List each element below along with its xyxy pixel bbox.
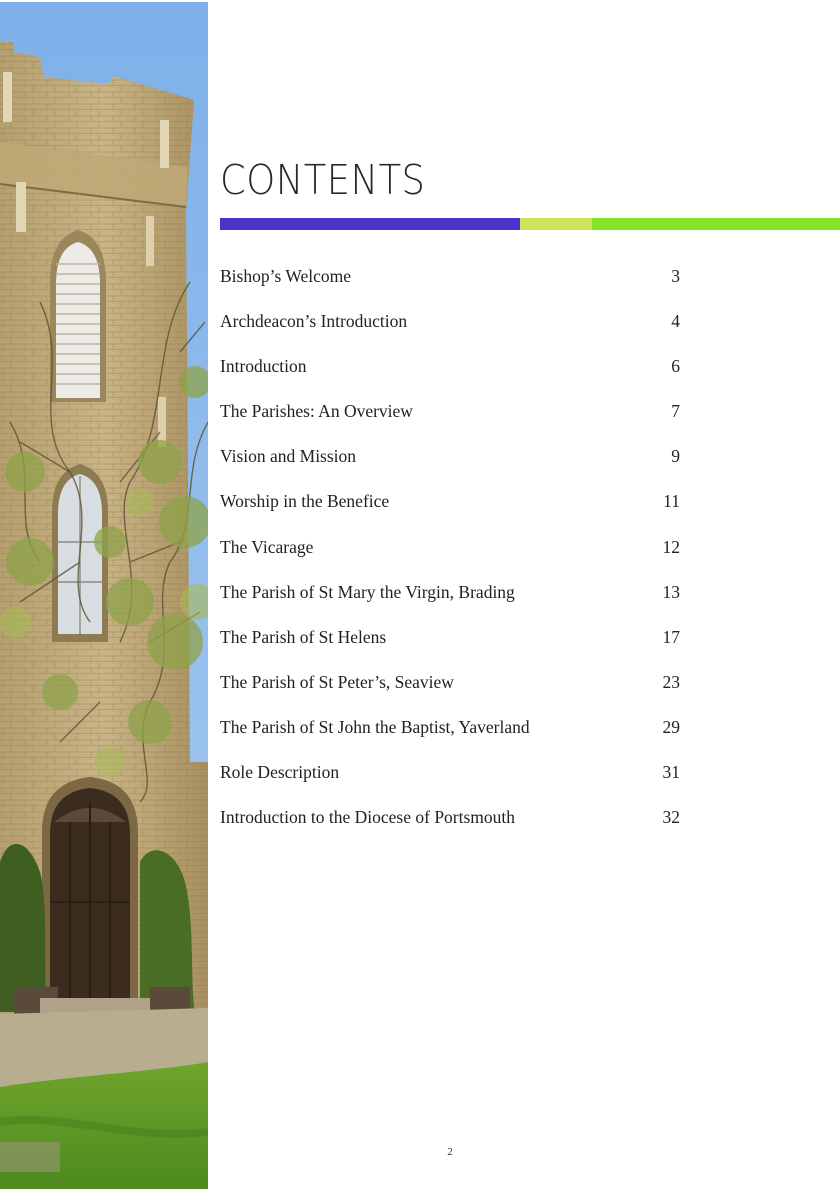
toc-entry-page: 29 (662, 716, 680, 737)
toc-entry-page: 6 (671, 356, 680, 377)
toc-entry[interactable] (220, 533, 680, 578)
toc-entry[interactable] (220, 397, 680, 442)
toc-entry[interactable] (220, 442, 680, 487)
toc-entry-page: 11 (663, 491, 680, 512)
accent-bar-purple (220, 218, 520, 230)
table-of-contents (220, 262, 680, 848)
toc-entry[interactable] (220, 487, 680, 532)
accent-bar-light-green (520, 218, 592, 230)
toc-entry-title: Vision and Mission (220, 446, 357, 467)
toc-entry-page: 9 (671, 446, 680, 467)
toc-entry-page: 7 (671, 401, 680, 422)
toc-entry-page: 32 (662, 807, 680, 828)
contents-heading: CONTENTS (220, 156, 426, 204)
toc-entry-title: The Parish of St Peter’s, Seaview (220, 671, 454, 692)
toc-entry-page: 17 (662, 626, 680, 647)
toc-entry[interactable] (220, 578, 680, 623)
toc-entry-page: 4 (671, 311, 680, 332)
toc-entry-title: The Parish of St Mary the Virgin, Brading (220, 581, 515, 602)
toc-entry[interactable] (220, 713, 680, 758)
toc-entry[interactable] (220, 352, 680, 397)
toc-entry-title: Archdeacon’s Introduction (220, 311, 408, 332)
toc-entry[interactable] (220, 262, 680, 307)
toc-entry-page: 23 (662, 671, 680, 692)
toc-entry-title: Bishop’s Welcome (220, 266, 351, 286)
toc-entry-title: The Parishes: An Overview (220, 401, 413, 422)
toc-entry[interactable] (220, 668, 680, 713)
toc-entry-title: Introduction (220, 356, 307, 377)
toc-entry-title: Role Description (220, 762, 340, 783)
toc-entry-page: 31 (662, 762, 680, 783)
toc-entry-title: Introduction to the Diocese of Portsmouth (220, 807, 516, 828)
toc-entry-title: The Vicarage (220, 536, 314, 557)
toc-entry[interactable] (220, 307, 680, 352)
page-number: 2 (447, 1146, 453, 1158)
toc-entry-page: 3 (671, 266, 680, 286)
toc-entry-title: Worship in the Benefice (220, 491, 390, 512)
toc-entry-page: 12 (662, 536, 680, 557)
church-tower-photo (0, 2, 208, 1189)
toc-entry[interactable] (220, 803, 680, 848)
toc-entry[interactable] (220, 623, 680, 668)
toc-entry-page: 13 (662, 581, 680, 602)
accent-bar-green (592, 218, 840, 230)
toc-entry-title: The Parish of St John the Baptist, Yaverland (220, 716, 530, 737)
toc-entry-title: The Parish of St Helens (220, 626, 387, 647)
toc-entry[interactable] (220, 758, 680, 803)
